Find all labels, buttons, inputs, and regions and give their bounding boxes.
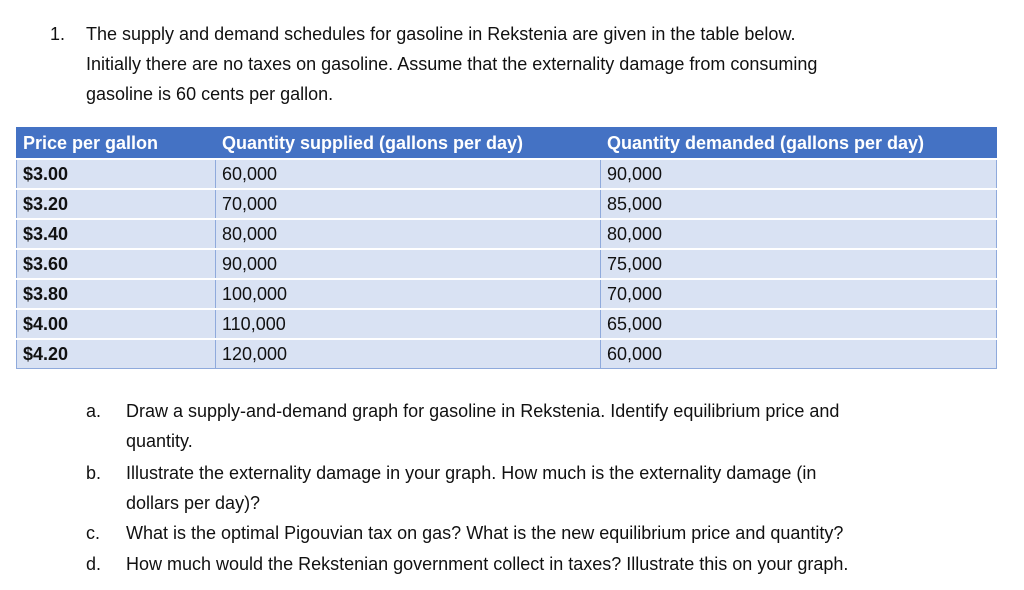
- demanded-cell: 65,000: [601, 309, 997, 339]
- question-number: 1.: [50, 24, 66, 44]
- question-line: gasoline is 60 cents per gallon.: [86, 84, 334, 104]
- subquestion-body: [126, 396, 1006, 456]
- table-row: [17, 249, 997, 279]
- table-row: [17, 189, 997, 219]
- price-cell: $3.60: [17, 249, 216, 279]
- schedule-table: [16, 127, 997, 369]
- subquestion-line: Draw a supply-and-demand graph for gasoline in Rekstenia. Identify equilibrium price and: [126, 401, 840, 421]
- question-line: The supply and demand schedules for gasoline in Rekstenia are given in the table below.: [86, 24, 796, 44]
- table-row: [17, 339, 997, 369]
- subquestion-letter: b.: [86, 463, 102, 483]
- price-cell: $4.00: [17, 309, 216, 339]
- subquestion-line: What is the optimal Pigouvian tax on gas? What is the new equilibrium price and quantity?: [126, 523, 844, 543]
- subquestion-body: [126, 458, 1006, 518]
- subquestion-letter: a.: [86, 401, 102, 421]
- supplied-cell: 120,000: [216, 339, 601, 369]
- question-text: [86, 19, 986, 109]
- demanded-cell: 90,000: [601, 159, 997, 189]
- table-row: [17, 279, 997, 309]
- table-row: [17, 159, 997, 189]
- subquestion-line: quantity.: [126, 431, 193, 451]
- subquestion-body: [126, 549, 1006, 579]
- header-quantity-supplied: Quantity supplied (gallons per day): [216, 128, 601, 160]
- table-header-row: [17, 128, 997, 160]
- price-cell: $4.20: [17, 339, 216, 369]
- table-row: [17, 219, 997, 249]
- table-row: [17, 309, 997, 339]
- demanded-cell: 75,000: [601, 249, 997, 279]
- header-price: Price per gallon: [17, 128, 216, 160]
- price-cell: $3.80: [17, 279, 216, 309]
- supplied-cell: 60,000: [216, 159, 601, 189]
- subquestion-line: Illustrate the externality damage in your graph. How much is the externality damage (in: [126, 463, 817, 483]
- supplied-cell: 80,000: [216, 219, 601, 249]
- price-cell: $3.40: [17, 219, 216, 249]
- header-quantity-demanded: Quantity demanded (gallons per day): [601, 128, 997, 160]
- demanded-cell: 70,000: [601, 279, 997, 309]
- demanded-cell: 60,000: [601, 339, 997, 369]
- supplied-cell: 100,000: [216, 279, 601, 309]
- subquestion-letter: c.: [86, 523, 101, 543]
- supplied-cell: 70,000: [216, 189, 601, 219]
- subquestion-body: [126, 518, 1006, 548]
- price-cell: $3.20: [17, 189, 216, 219]
- subquestion-line: dollars per day)?: [126, 493, 261, 513]
- subquestion-letter: d.: [86, 554, 102, 574]
- subquestion-line: How much would the Rekstenian government collect in taxes? Illustrate this on your graph.: [126, 554, 849, 574]
- question-line: Initially there are no taxes on gasoline. Assume that the externality damage from consuming: [86, 54, 818, 74]
- supplied-cell: 90,000: [216, 249, 601, 279]
- demanded-cell: 80,000: [601, 219, 997, 249]
- price-cell: $3.00: [17, 159, 216, 189]
- supplied-cell: 110,000: [216, 309, 601, 339]
- demanded-cell: 85,000: [601, 189, 997, 219]
